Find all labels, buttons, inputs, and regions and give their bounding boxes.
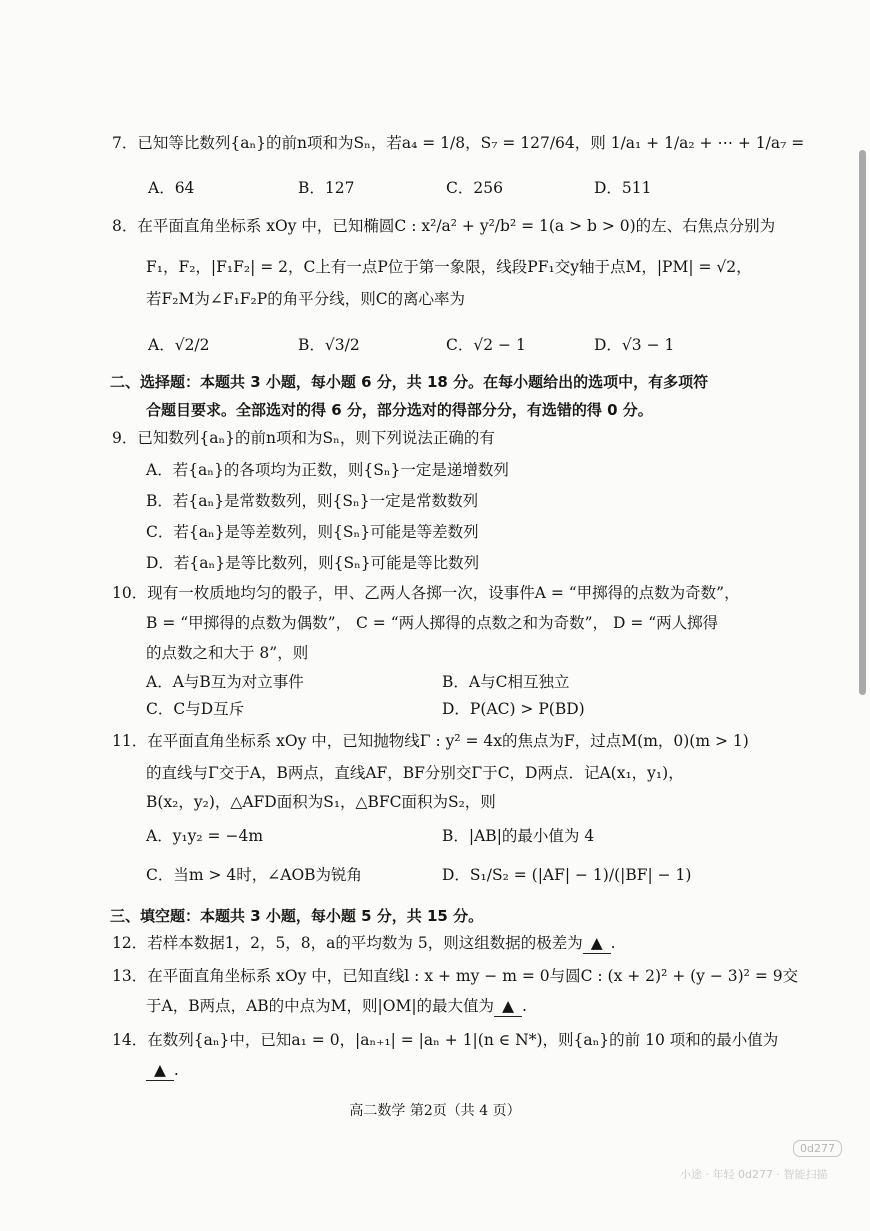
question-8-option-a: A．√2/2 xyxy=(148,336,210,354)
page-footer: 高二数学 第2页（共 4 页） xyxy=(349,1103,521,1119)
question-7-option-c: C．256 xyxy=(446,179,503,197)
question-11-option-d: D．S₁/S₂ = (|AF| − 1)/(|BF| − 1) xyxy=(442,866,692,884)
scan-watermark-badge: 0d277 xyxy=(793,1140,842,1157)
question-7-option-d: D．511 xyxy=(594,179,652,197)
question-11-option-b: B．|AB|的最小值为 4 xyxy=(442,827,595,845)
question-11-line-3: B(x₂，y₂)，△AFD面积为S₁，△BFC面积为S₂，则 xyxy=(146,793,496,811)
question-8-option-b: B．√3/2 xyxy=(298,336,360,354)
question-11-line-1: 11．在平面直角坐标系 xOy 中，已知抛物线Γ : y² = 4x的焦点为F，过点M(m，0)(m > 1) xyxy=(112,732,749,750)
question-11-line-2: 的直线与Γ交于A，B两点，直线AF，BF分别交Γ于C，D两点．记A(x₁，y₁)， xyxy=(146,764,684,782)
question-10-line-1: 10．现有一枚质地均匀的骰子，甲、乙两人各掷一次，设事件A = “甲掷得的点数为奇数”， xyxy=(112,584,740,602)
question-11-option-c: C．当m > 4时，∠AOB为锐角 xyxy=(146,866,363,884)
question-10-option-a: A．A与B互为对立事件 xyxy=(146,673,304,691)
question-11-option-a: A．y₁y₂ = −4m xyxy=(146,827,264,845)
question-13-period: . xyxy=(521,997,527,1015)
answer-blank: ▲ xyxy=(146,1060,174,1081)
question-14-period: . xyxy=(173,1061,179,1079)
question-12-text: 12．若样本数据1，2，5，8，a的平均数为 5，则这组数据的极差为 xyxy=(112,934,583,952)
question-14-line-1: 14．在数列{aₙ}中，已知a₁ = 0，|aₙ₊₁| = |aₙ + 1|(n ∈ N*)，则{aₙ}的前 10 项和的最小值为 xyxy=(112,1031,779,1049)
section-2-heading: 二、选择题：本题共 3 小题，每小题 6 分，共 18 分。在每小题给出的选项中，有多项符 xyxy=(110,373,709,391)
question-7-option-b: B．127 xyxy=(298,179,355,197)
question-9-option-d: D．若{aₙ}是等比数列，则{Sₙ}可能是等比数列 xyxy=(146,554,480,572)
question-13-line-2-wrap xyxy=(146,996,527,1017)
question-10-option-d: D．P(AC) > P(BD) xyxy=(442,700,585,718)
question-9-option-a: A．若{aₙ}的各项均为正数，则{Sₙ}一定是递增数列 xyxy=(146,461,509,479)
question-10-line-3: 的点数之和大于 8”，则 xyxy=(146,644,309,662)
section-2-instructions: 合题目要求。全部选对的得 6 分，部分选对的得部分分，有选错的得 0 分。 xyxy=(146,401,653,419)
question-8-option-d: D．√3 − 1 xyxy=(594,336,675,354)
question-8-line-3: 若F₂M为∠F₁F₂P的角平分线，则C的离心率为 xyxy=(146,290,466,308)
question-7-option-a: A．64 xyxy=(148,179,195,197)
question-9-option-c: C．若{aₙ}是等差数列，则{Sₙ}可能是等差数列 xyxy=(146,523,479,541)
question-10-option-c: C．C与D互斥 xyxy=(146,700,245,718)
question-7-stem: 7．已知等比数列{aₙ}的前n项和为Sₙ，若a₄ = 1/8，S₇ = 127/64，则 1/a₁ + 1/a₂ + ⋯ + 1/a₇ = xyxy=(112,134,805,152)
question-8-line-1: 8．在平面直角坐标系 xOy 中，已知椭圆C : x²/a² + y²/b² = 1(a > b > 0)的左、右焦点分别为 xyxy=(112,217,776,235)
scan-watermark-text: 小途 · 年轻 0d277 · 智能扫描 xyxy=(680,1168,828,1181)
question-13-line-1: 13．在平面直角坐标系 xOy 中，已知直线l : x + my − m = 0与圆C : (x + 2)² + (y − 3)² = 9交 xyxy=(112,967,799,985)
question-14-line-2 xyxy=(146,1060,179,1081)
question-9-stem: 9．已知数列{aₙ}的前n项和为Sₙ，则下列说法正确的有 xyxy=(112,429,495,447)
question-10-line-2: B = “甲掷得的点数为偶数”， C = “两人掷得的点数之和为奇数”， D = “两人掷得 xyxy=(146,614,719,632)
answer-blank: ▲ xyxy=(494,996,522,1017)
question-8-option-c: C．√2 − 1 xyxy=(446,336,526,354)
answer-blank: ▲ xyxy=(583,933,611,954)
question-12 xyxy=(112,933,616,954)
question-10-option-b: B．A与C相互独立 xyxy=(442,673,570,691)
question-13-line-2: 于A，B两点，AB的中点为M，则|OM|的最大值为 xyxy=(146,997,495,1015)
question-8-line-2: F₁，F₂，|F₁F₂| = 2，C上有一点P位于第一象限，线段PF₁交y轴于点M，|PM| = √2， xyxy=(146,258,752,276)
vertical-scrollbar[interactable] xyxy=(859,150,866,695)
question-12-period: . xyxy=(610,934,616,952)
question-9-option-b: B．若{aₙ}是常数数列，则{Sₙ}一定是常数数列 xyxy=(146,492,479,510)
section-3-heading: 三、填空题：本题共 3 小题，每小题 5 分，共 15 分。 xyxy=(110,907,484,925)
